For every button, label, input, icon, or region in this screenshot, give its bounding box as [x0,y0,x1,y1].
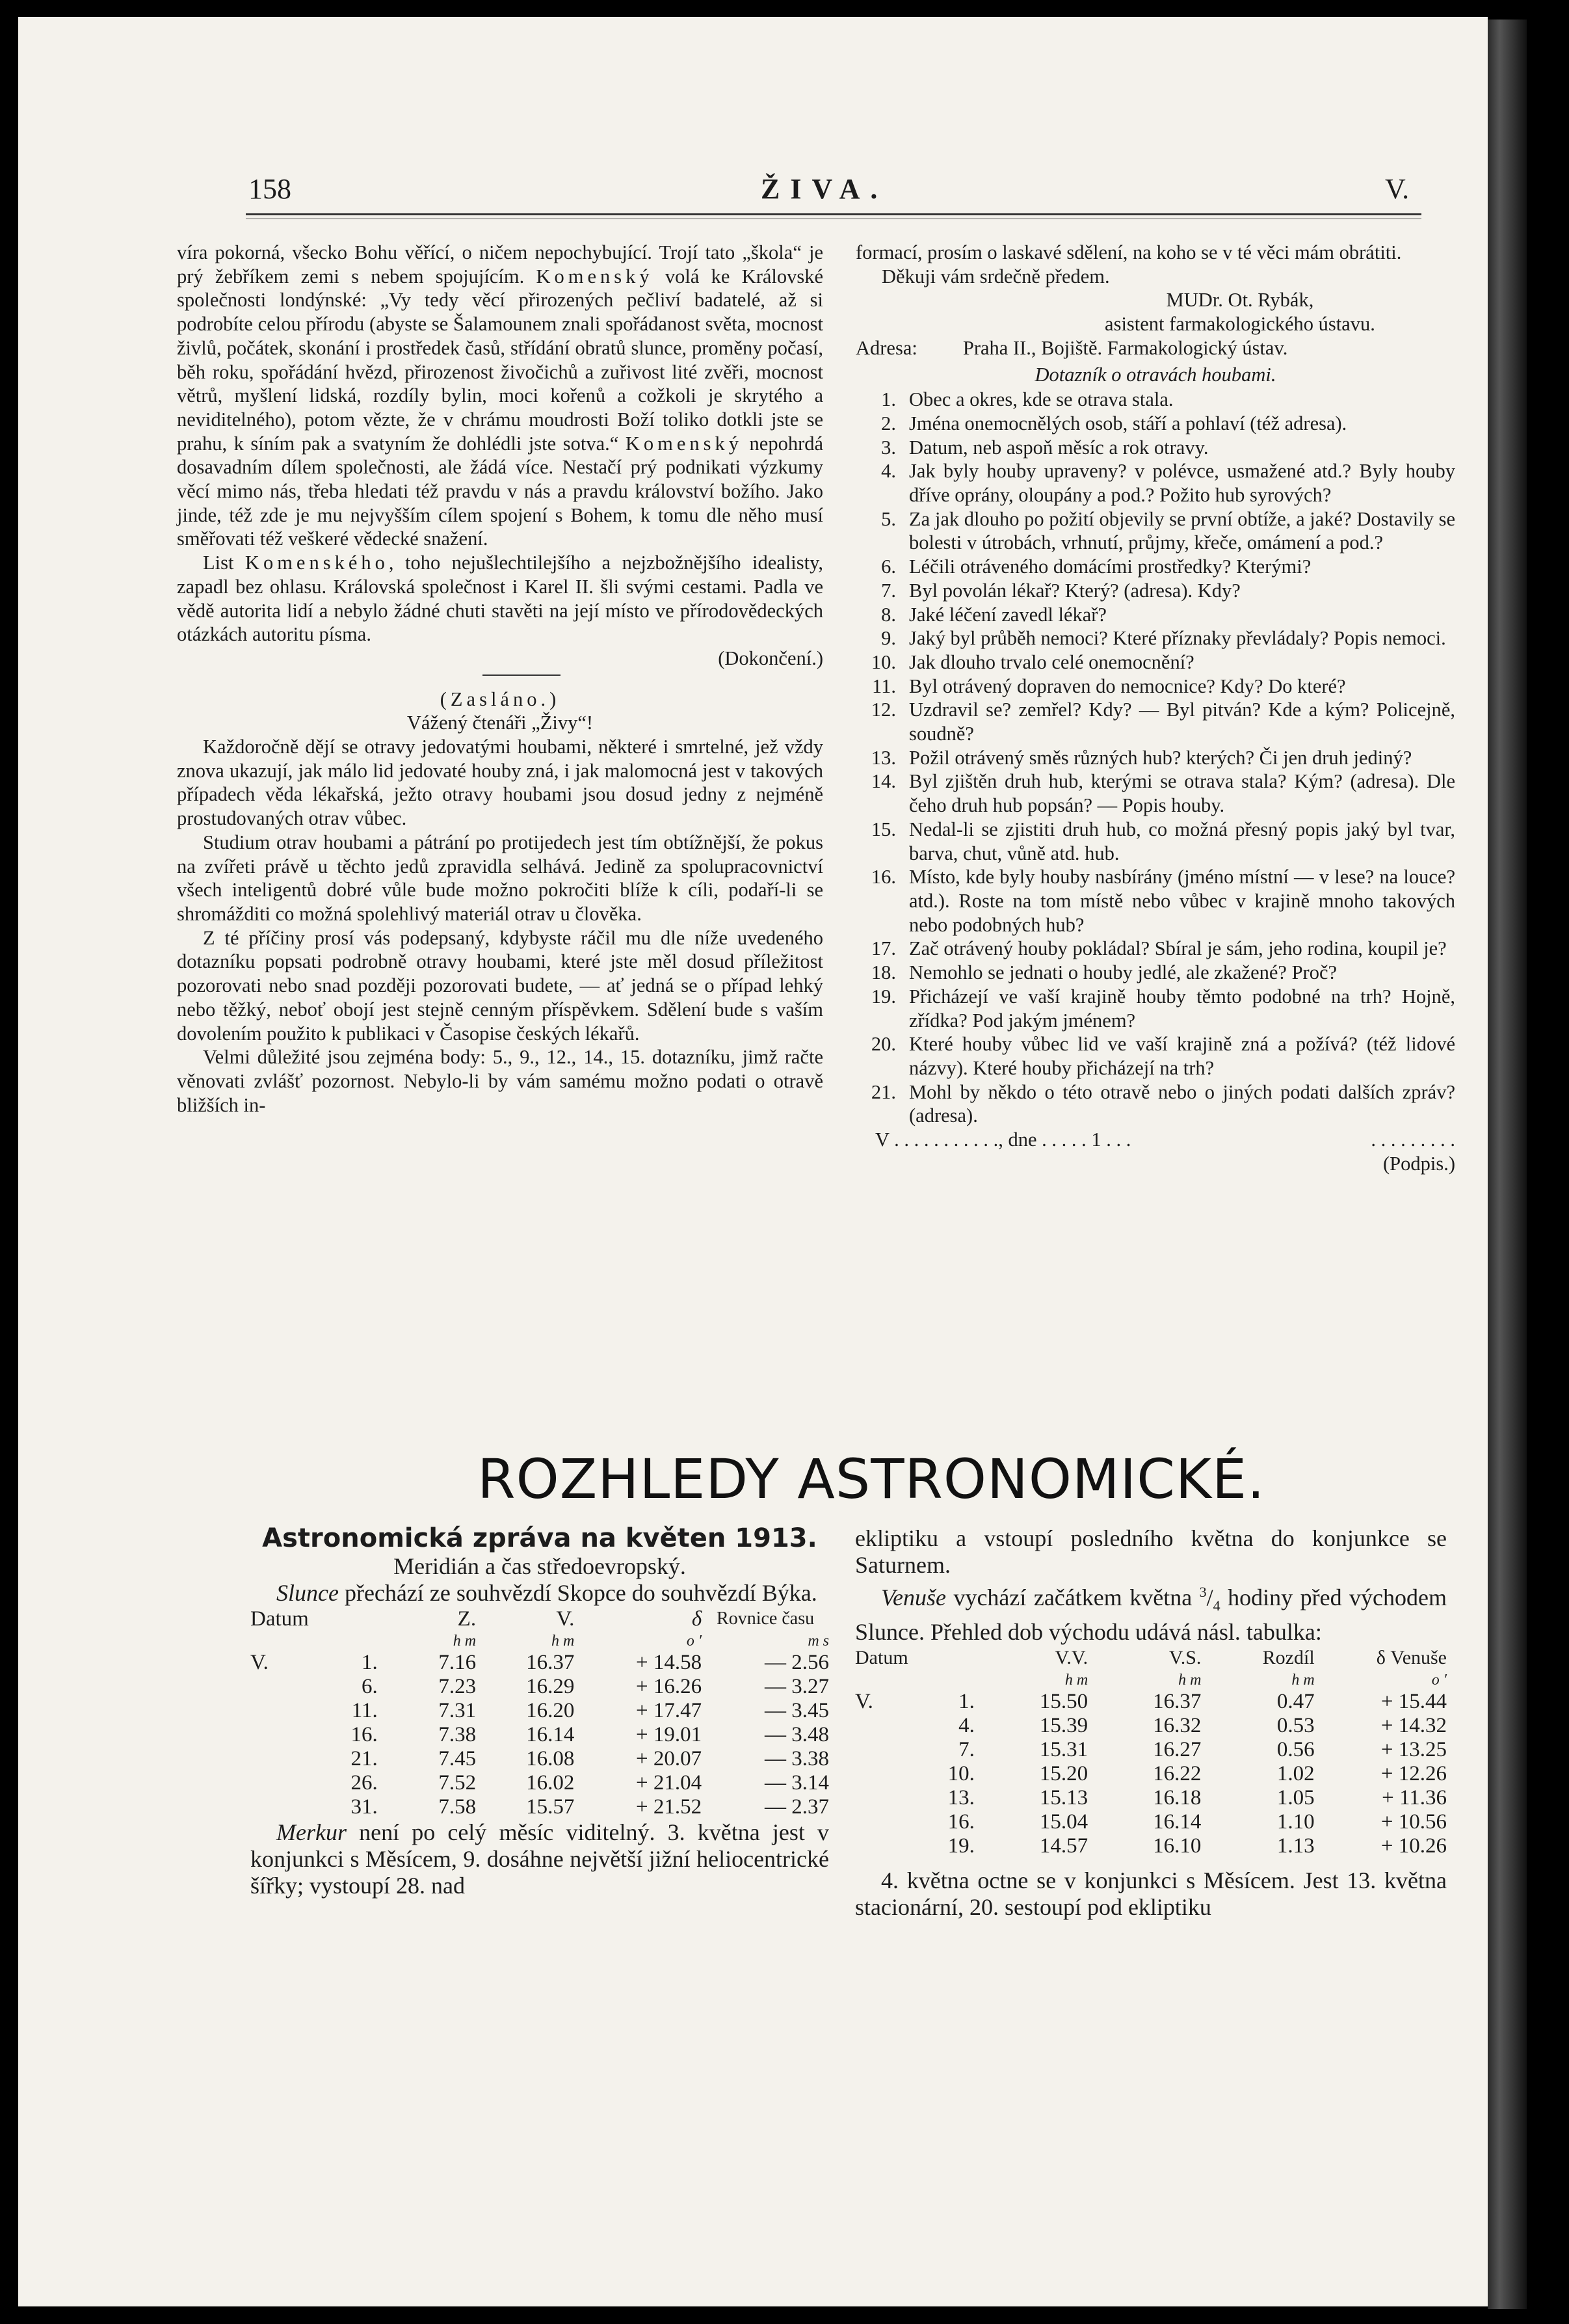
meridian-note: Meridián a čas středoevropský. [393,1553,686,1579]
venus-intro: Venuše vychází začátkem května $^3/_4$ hodiny před východem Slunce. Přehled dob východu udává násl. tabulka: [855,1584,1447,1646]
venus-col-vs: V.S. [1168,1647,1202,1669]
venus-summary: 4. května octne se v konjunkci s Měsícem. Jest 13. května stacionární, 20. sestoupí pod ekliptiku [855,1867,1447,1921]
sun-col-datum: Datum [250,1607,309,1631]
sun-table-row [250,1771,829,1795]
month-cell [250,1771,297,1795]
unit: m s [808,1633,829,1650]
month-cell [855,1738,899,1762]
table-cell: 16.32 [1153,1714,1202,1738]
submitted-heading: (Zasláno.) [440,688,560,710]
question-number: 15. [871,818,896,840]
question-text: Obec a okres, kde se otrava stala. [909,388,1174,411]
month-cell [855,1786,899,1810]
question-item [856,603,1455,627]
venus-table-row [855,1810,1447,1834]
table-cell: — 2.37 [765,1795,829,1819]
table-cell: — 3.14 [765,1771,829,1795]
letter-paragraph: List Komenského, toho nejušlechtilejšího a nejzbožnějšího idealisty, zapadl bez ohlasu. Královská společnost i Karel II. šli svými cestami. Padla ve vědě autorita lidí a nebylo žádné chuti stavěti na její místo ve přírodovědeckých otázkách autoritu písma. [177,552,823,646]
venus-col-datum: Datum [855,1647,908,1669]
sun-table-row [250,1651,829,1675]
table-cell: + 17.47 [636,1699,702,1722]
question-number: 20. [871,1033,896,1056]
question-number: 9. [881,627,896,650]
question-text: Byl povolán lékař? Který? (adresa). Kdy? [909,579,1241,602]
unit: h m [453,1633,477,1650]
question-item [856,579,1455,603]
question-number: 14. [871,770,896,793]
name-spaced: Komenského [244,552,389,574]
table-cell: 0.53 [1276,1714,1315,1738]
table-cell: 15.39 [1039,1714,1088,1738]
table-cell: 16.27 [1153,1738,1202,1762]
question-number: 19. [871,985,896,1008]
table-cell: 16.08 [526,1747,575,1770]
question-item [856,769,1455,817]
question-text: Přicházejí ve vaší krajině houby těmto podobné na trh? Hojně, zřídka? Pod jakým jménem? [909,985,1455,1032]
table-cell: + 10.26 [1380,1834,1447,1858]
table-cell: 16.37 [526,1651,575,1674]
table-cell: + 21.04 [636,1771,702,1795]
page-number: 158 [248,173,291,205]
table-cell: 1. [362,1651,378,1674]
table-cell: + 16.26 [636,1675,702,1698]
name-spaced: Komenský [625,432,743,455]
question-number: 1. [881,388,896,411]
table-cell: 7.45 [438,1747,477,1770]
question-text: Jaké léčení zavedl lékař? [909,603,1107,626]
question-item [856,507,1455,555]
venus-table-row [855,1738,1447,1762]
table-cell: 7.38 [438,1723,477,1746]
question-number: 16. [871,866,896,888]
unit: h m [1291,1672,1315,1689]
question-item [856,388,1455,412]
month-cell [250,1795,297,1819]
astro-left-column [250,1525,829,1899]
table-cell: — 2.56 [765,1651,829,1674]
question-text: Nemohlo se jednati o houby jedlé, ale zkažené? Proč? [909,961,1338,984]
salutation: Vážený čtenáři „Živy“! [406,712,594,734]
question-text: Jak dlouho trvalo celé onemocnění? [909,650,1194,673]
table-cell: 11. [351,1699,378,1722]
sun-table [250,1607,829,1819]
table-cell: — 3.38 [765,1747,829,1770]
venus-table [855,1646,1447,1858]
letter-continuation: formací, prosím o laskavé sdělení, na koho se v té věci mám obrátiti. [856,241,1402,263]
table-cell: + 14.32 [1380,1714,1447,1738]
table-cell: + 11.36 [1382,1786,1447,1810]
venus-col-vv: V.V. [1055,1647,1088,1669]
question-number: 7. [881,579,896,602]
signature-placeholder: (Podpis.) [1383,1152,1455,1175]
address-label: Adresa: [856,336,917,359]
question-item [856,650,1455,674]
question-item [856,626,1455,650]
month-cell [250,1723,297,1747]
table-cell: 19. [947,1834,975,1858]
mushroom-paragraph-3: Z té příčiny prosí vás podepsaný, kdybyste ráčil mu dle níže uvedeného dotazníku popsati podrobně otravy houbami, které jste měl dosud příležitost pozorovati nebo snad později pozorovati budete, — ať jedná se o případ lehký nebo těžký, neboť obojí jest stejně cenným příspěvkem. Sdělení bude s vaším dovolením použito k publikaci v Časopise českých lékařů. [177,926,823,1045]
question-item [856,961,1455,985]
table-cell: 16. [947,1810,975,1834]
question-text: Uzdravil se? zemřel? Kdy? — Byl pitván? Kde a kým? Policejně, soudně? [909,699,1455,745]
mercury-paragraph: Merkur není po celý měsíc viditelný. 3. května jest v konjunkci s Měsícem, 9. dosáhne největší jižní heliocentrické šířky; vystoupí 28. nad [250,1819,829,1899]
sun-table-row [250,1723,829,1747]
table-cell: + 15.44 [1380,1690,1447,1714]
table-cell: — 3.45 [765,1699,829,1722]
astro-right-column [855,1525,1447,1921]
month-cell [855,1714,899,1738]
question-text: Byl otrávený dopraven do nemocnice? Kdy? Do které? [909,674,1346,697]
signature-name: MUDr. Ot. Rybák, [1166,289,1314,312]
header-rule [246,213,1421,215]
month-cell [855,1834,899,1858]
table-cell: 16.02 [526,1771,575,1795]
sun-intro: Slunce přechází ze souhvězdí Skopce do souhvězdí Býka. [276,1580,817,1606]
table-cell: 16.14 [526,1723,575,1746]
table-cell: + 19.01 [636,1723,702,1746]
venus-col-diff: Rozdíl [1262,1647,1315,1669]
table-cell: 10. [947,1762,975,1786]
table-cell: 15.50 [1039,1690,1088,1714]
journal-title: ŽIVA. [761,173,888,205]
table-cell: 4. [958,1714,975,1738]
table-cell: 1. [958,1690,975,1714]
table-cell: 16.10 [1153,1834,1202,1858]
signature-title: asistent farmakologického ústavu. [1105,313,1375,336]
month-cell [250,1747,297,1771]
question-number: 5. [881,507,896,530]
table-cell: 14.57 [1039,1834,1088,1858]
question-text: Byl zjištěn druh hub, kterými se otrava stala? Kým? (adresa). Dle čeho druh hub popsán? — Popis houby. [909,770,1455,817]
table-cell: 15.13 [1039,1786,1088,1810]
question-number: 2. [881,412,896,434]
table-cell: 16. [350,1723,378,1746]
question-number: 11. [872,674,896,697]
table-cell: 7.31 [438,1699,477,1722]
venus-table-row [855,1762,1447,1786]
question-number: 8. [881,603,896,626]
question-text: Jaký byl průběh nemoci? Které příznaky převládaly? Popis nemoci. [909,627,1446,650]
question-text: Zač otrávený houby pokládal? Sbíral je sám, jeho rodina, koupil je? [909,937,1447,960]
sun-table-row [250,1795,829,1819]
sun-table-row [250,1747,829,1771]
left-column [177,241,823,1117]
venus-table-row [855,1786,1447,1810]
question-text: Léčili otráveného domácími prostředky? Kterými? [909,555,1312,578]
question-text: Které houby vůbec lid ve vaší krajině zná a požívá? (též lidové názvy). Které houby přicházejí na trh? [909,1033,1455,1079]
table-cell: 1.05 [1276,1786,1315,1810]
table-cell: 15.04 [1039,1810,1088,1834]
table-cell: 1.13 [1276,1834,1315,1858]
table-cell: 0.56 [1276,1738,1315,1762]
question-item [856,459,1455,507]
table-cell: 15.20 [1039,1762,1088,1786]
table-cell: 16.29 [526,1675,575,1698]
table-cell: 21. [350,1747,378,1770]
scan-border [1488,20,1527,2309]
question-text: Místo, kde byly houby nasbírány (jméno místní — v lese? na louce? atd.). Roste na tom místě nebo vůbec v krajině mnoho takových nebo podobných hub? [909,866,1455,936]
question-item [856,746,1455,770]
mushroom-paragraph-2: Studium otrav houbami a pátrání po protijedech jest tím obtížnější, že pokus na zvířeti právě u těchto jedů zpravidla selhává. Jedině za spolupracovnictví všech inteligentů dobré vůle bude možno pokročiti blíže k cíli, podaří-li se shromážditi co možná spolehlivý materiál otrav u člověka. [177,831,823,925]
volume-number: V. [1385,173,1410,205]
question-text: Požil otrávený směs různých hub? kterých? Či jen druh jediný? [909,746,1412,769]
saturn-text: ekliptiku a vstoupí posledního května do konjunkce se Saturnem. [855,1525,1447,1578]
table-cell: 7.58 [438,1795,477,1819]
question-item [856,865,1455,937]
table-cell: + 20.07 [636,1747,702,1770]
question-item [856,698,1455,745]
table-cell: 16.20 [526,1699,575,1722]
table-cell: 1.10 [1276,1810,1315,1834]
question-text: Datum, neb aspoň měsíc a rok otravy. [909,436,1209,459]
sun-col-equation: Rovnice času [717,1609,815,1629]
questionnaire-title: Dotazník o otravách houbami. [1035,363,1276,386]
question-number: 6. [881,555,896,578]
mushroom-paragraph-4: Velmi důležité jsou zejména body: 5., 9., 12., 14., 15. dotazníku, jimž račte věnovati zvlášť pozornost. Nebylo-li by vám samému možno podati o otravě bližších in- [177,1046,823,1116]
table-cell: 7.23 [438,1675,477,1698]
question-number: 21. [871,1080,896,1103]
table-cell: — 3.27 [765,1675,829,1698]
table-cell: 16.18 [1153,1786,1202,1810]
table-cell: + 12.26 [1380,1762,1447,1786]
question-text: Nedal-li se zjistiti druh hub, co možná přesný popis jaký byl tvar, barva, chut, vůně atd. hub. [909,818,1455,864]
venus-table-row [855,1714,1447,1738]
address-value: Praha II., Bojiště. Farmakologický ústav. [962,336,1288,359]
table-cell: 16.14 [1153,1810,1202,1834]
section-divider [482,674,560,676]
table-cell: 15.57 [526,1795,575,1819]
sun-table-row [250,1675,829,1699]
table-cell: + 14.58 [636,1651,702,1674]
question-number: 17. [871,937,896,960]
table-cell: 15.31 [1039,1738,1088,1762]
table-cell: 26. [350,1771,378,1795]
question-item [856,1080,1455,1128]
table-cell: + 13.25 [1380,1738,1447,1762]
venus-table-row [855,1690,1447,1714]
comenius-paragraph: víra pokorná, všecko Bohu věřící, o ničem nepochybující. Trojí tato „škola“ je prý žebříkem zemi s nebem spojujícím. Komenský volá ke Královské společnosti londýnské: „Vy tedy věcí přirozených pečliví badatelé, až si podrobíte celou přírodu (abyste se Šalamounem znali spořádanost světa, mocnost živlů, počátek, skonání i prostředek časů, střídání obratů slunce, proměny počasí, běh roku, spořádání hvězd, přirozenost živočichů a zuřivost lité zvěři, mocnost větrů, myšlení lidská, rozdíly bylin, moci kořenů a cožkoli je skrytého a neviditelného), potom vězte, že v chrámu moudrosti Boží toliko dotkli jste se prahu, k síním pak a svatyním že dohlédli jste sotva.“ Komenský nepohrdá dosavadním dílem společnosti, ale žádá více. Nestačí prý podnikati výzkumy věcí mimo nás, třeba hledati též pravdu v nás a pravdu království božího. Jako jinde, též zde je mu nejvyšším cílem spojení s Bohem, k tomu dle něho musí směřovati též veškeré vědecké snažení. [177,241,824,550]
month-cell: V. [250,1651,269,1674]
table-cell: 16.22 [1153,1762,1202,1786]
continuation-note: (Dokončení.) [718,647,823,669]
unit: h m [1064,1672,1088,1689]
sun-col-v: V. [556,1607,575,1631]
report-title: Astronomická zpráva na květen 1913. [262,1523,817,1553]
month-cell [250,1675,297,1699]
question-text: Mohl by někdo o této otravě nebo o jiných podati dalších zpráv? (adresa). [909,1080,1455,1127]
question-number: 18. [871,961,896,984]
table-cell: 13. [947,1786,975,1810]
unit: o ′ [686,1633,702,1650]
question-text: Jak byly houby upraveny? v polévce, usmažené atd.? Byly houby dříve oprány, oloupány a pod.? Požito hub syrových? [909,460,1455,507]
venus-table-row [855,1834,1447,1858]
question-item [856,674,1455,699]
question-list [856,388,1455,1128]
table-cell: 7.16 [438,1651,477,1674]
sun-col-delta: δ [691,1607,702,1631]
table-cell: 1.02 [1276,1762,1315,1786]
table-cell: 6. [362,1675,378,1698]
question-item [856,985,1455,1032]
table-cell: 0.47 [1276,1690,1315,1714]
address-line [856,336,1455,360]
unit: h m [1178,1672,1202,1689]
question-number: 12. [871,699,896,721]
thanks: Děkuji vám srdečně předem. [882,265,1110,287]
month-cell [855,1762,899,1786]
mushroom-paragraph-1: Každoročně dějí se otravy jedovatými houbami, některé i smrtelné, jež vždy znova ukazují, jak málo lid jedovaté houby zná, i jak malomocná jest v takových případech věda lékařská, ježto otravy houbami jsou dosud jedny z nejméně prostudovaných otrav vůbec. [177,736,823,830]
month-cell: V. [855,1690,873,1714]
month-cell [250,1699,297,1723]
question-item [856,436,1455,460]
unit: o ′ [1431,1672,1447,1689]
question-item [856,1032,1455,1080]
question-item [856,937,1455,961]
sun-table-row [250,1699,829,1723]
table-cell: + 10.56 [1380,1810,1447,1834]
venus-col-delta: δ Venuše [1376,1647,1447,1669]
question-number: 4. [881,460,896,483]
question-number: 10. [871,650,896,673]
table-cell: 31. [350,1795,378,1819]
question-number: 3. [881,436,896,459]
question-number: 13. [871,746,896,769]
unit: h m [551,1633,575,1650]
question-item [856,818,1455,865]
question-text: Jména onemocnělých osob, stáří a pohlaví (též adresa). [909,412,1347,434]
table-cell: 7.52 [438,1771,477,1795]
question-item [856,412,1455,436]
table-cell: + 21.52 [636,1795,702,1819]
name-spaced: Komenský [536,265,653,287]
table-cell: 7. [958,1738,975,1762]
table-cell: 16.37 [1153,1690,1202,1714]
question-text: Za jak dlouho po požití objevily se první obtíže, a jaké? Dostavily se bolesti v útrobách, vrhnutí, průjmy, křeče, omámení a pod.? [909,507,1455,554]
table-cell: — 3.48 [765,1723,829,1746]
month-cell [855,1810,899,1834]
section-title: ROZHLEDY ASTRONOMICKÉ. [477,1447,1265,1511]
right-column [856,241,1455,1175]
sun-col-z: Z. [457,1607,477,1631]
place-date-line: V . . . . . . . . . . ., dne . . . . . 1 . . . . . . . . . . . . [875,1129,1455,1151]
question-item [856,555,1455,579]
